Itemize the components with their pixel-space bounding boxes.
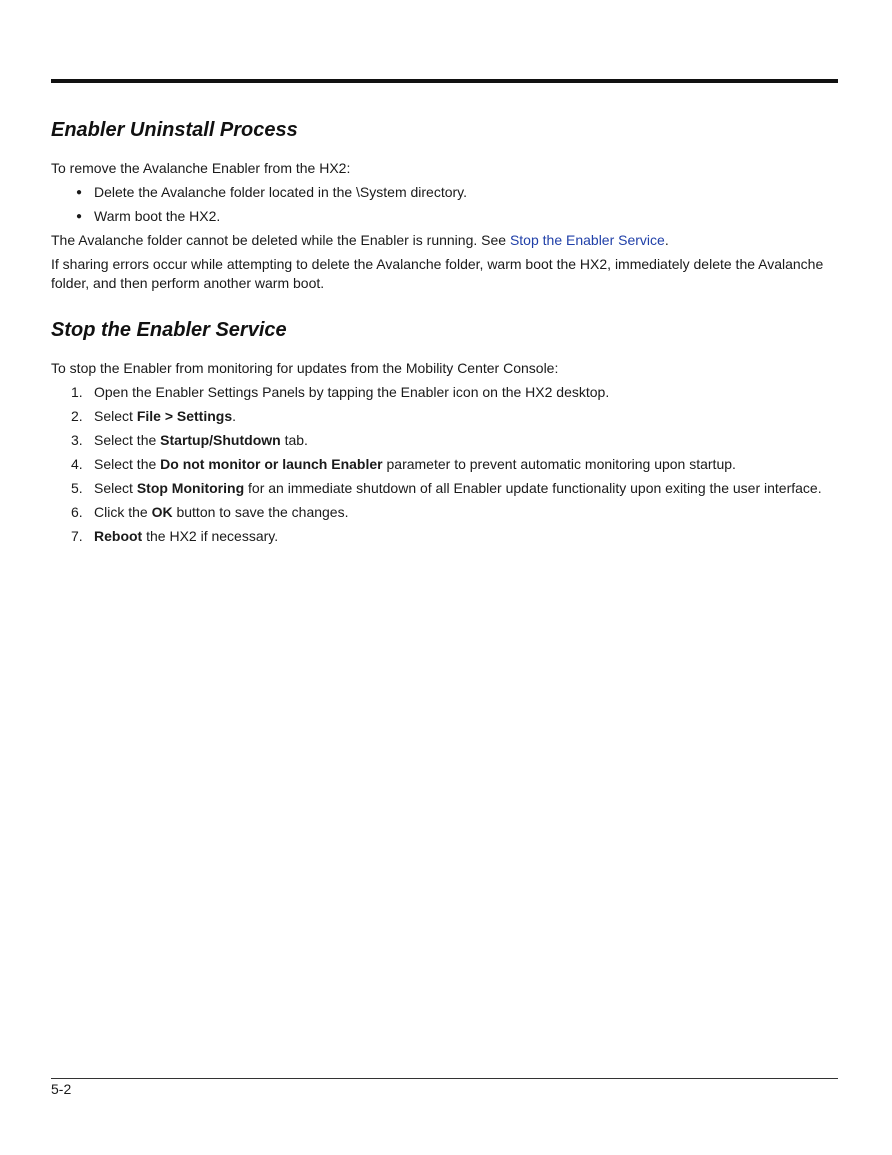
section-title-stop-service: Stop the Enabler Service — [51, 319, 287, 341]
step-number: 1. — [71, 384, 83, 400]
stop-service-link[interactable]: Stop the Enabler Service — [509, 232, 665, 248]
step-emphasis: Reboot — [94, 528, 143, 544]
section-title-uninstall: Enabler Uninstall Process — [51, 119, 298, 141]
step-item — [51, 383, 838, 402]
step-number: 3. — [71, 432, 83, 448]
step-item — [51, 455, 838, 474]
page-number: 5-2 — [51, 1081, 72, 1097]
step-number: 5. — [71, 480, 83, 496]
step-text-end: the HX2 if necessary. — [142, 528, 279, 544]
step-item — [51, 407, 838, 426]
list-item — [51, 183, 838, 202]
step-item — [51, 479, 838, 498]
step-emphasis: Do not monitor or launch Enabler — [160, 456, 383, 472]
running-note-text: The Avalanche folder cannot be deleted while the Enabler is running. See — [51, 232, 510, 248]
footer-rule — [51, 1078, 838, 1079]
step-text: Select — [94, 480, 137, 496]
step-text-end: . — [232, 408, 237, 424]
header-rule — [51, 79, 838, 83]
uninstall-bullet-list — [51, 183, 838, 226]
running-note — [51, 231, 838, 250]
step-text-end: for an immediate shutdown of all Enabler update functionality upon exiting the user interface. — [244, 480, 822, 496]
step-item — [51, 431, 838, 450]
step-text: Select — [94, 408, 137, 424]
list-item — [51, 207, 838, 226]
page-content — [51, 115, 838, 551]
step-number: 7. — [71, 528, 83, 544]
stop-service-intro: To stop the Enabler from monitoring for updates from the Mobility Center Console: — [51, 360, 559, 376]
step-item — [51, 503, 838, 522]
step-text-end: parameter to prevent automatic monitoring upon startup. — [382, 456, 736, 472]
step-number: 6. — [71, 504, 83, 520]
step-emphasis: File > Settings — [136, 408, 233, 424]
step-text-end: button to save the changes. — [172, 504, 349, 520]
step-text: Select the — [94, 432, 161, 448]
sharing-errors-note: If sharing errors occur while attempting to delete the Avalanche folder, warm boot the HX2, immediately delete the Avalanche folder, and then perform another warm boot. — [51, 256, 824, 291]
list-item-text: Warm boot the HX2. — [94, 208, 221, 224]
running-note-end: . — [664, 232, 669, 248]
bullet-icon: ● — [76, 211, 83, 222]
step-number: 4. — [71, 456, 83, 472]
step-text: Click the — [94, 504, 152, 520]
step-emphasis: OK — [151, 504, 173, 520]
step-number: 2. — [71, 408, 83, 424]
bullet-icon: ● — [76, 187, 83, 198]
list-item-text: Delete the Avalanche folder located in the \System directory. — [94, 184, 468, 200]
step-emphasis: Stop Monitoring — [136, 480, 245, 496]
step-text: Select the — [94, 456, 161, 472]
steps-list — [51, 383, 838, 546]
uninstall-intro: To remove the Avalanche Enabler from the HX2: — [51, 160, 351, 176]
step-item — [51, 527, 838, 546]
step-text: Open the Enabler Settings Panels by tapping the Enabler icon on the HX2 desktop. — [94, 384, 610, 400]
step-emphasis: Startup/Shutdown — [160, 432, 281, 448]
step-text-end: tab. — [280, 432, 308, 448]
